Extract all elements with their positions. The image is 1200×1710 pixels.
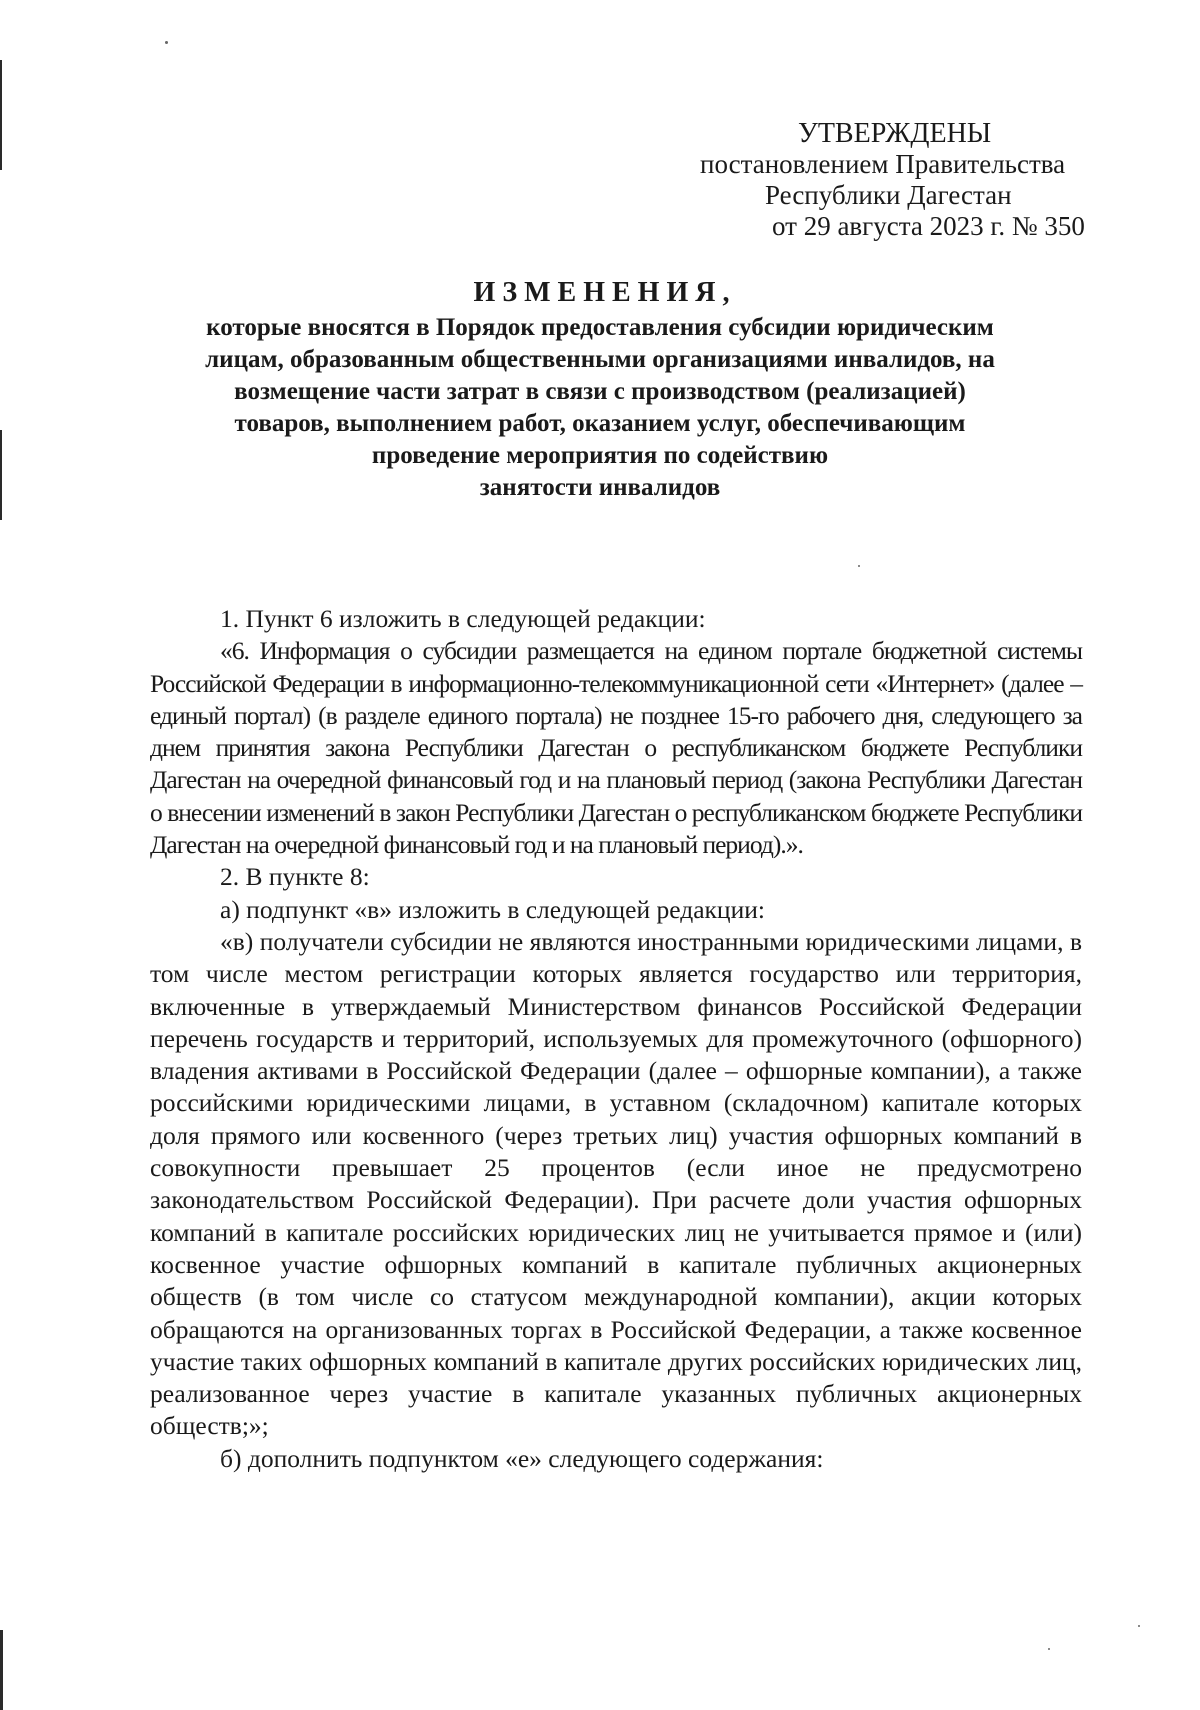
paragraph-item-6-text: «6. Информация о субсидии размещается на едином портале бюджетной системы Российской Федерации в информационно-телекоммуникационной сети «Интернет» (далее – единый портал) (в разделе единого портала) не позднее 15-го рабочего дня, следующего за днем принятия закона Республики Дагестан о республиканском бюджете Республики Дагестан на очередной финансовый год и на плановый период (закона Республики Дагестан о внесении изменений в закон Республики Дагестан о республиканском бюджете Республики Дагестан на очередной финансовый год и на плановый период).».: [150, 636, 1082, 860]
subtitle-line: товаров, выполнением работ, оказанием услуг, обеспечивающим: [234, 410, 966, 437]
approval-date-number: от 29 августа 2023 г. № 350: [772, 211, 1085, 241]
subtitle-line: проведение мероприятия по содействию: [371, 442, 829, 469]
approval-title: УТВЕРЖДЕНЫ: [798, 118, 992, 149]
subtitle-line: занятости инвалидов: [479, 474, 721, 501]
scan-speck: [1138, 1625, 1140, 1627]
paragraph-subitem-v-text: «в) получатели субсидии не являются иностранными юридическими лицами, в том числе местом регистрации которых является государство или территория, включенные в утверждаемый Министерством финансов Российской Федерации перечень государств и территорий, используемых для промежуточного (офшорного) владения активами в Российской Федерации (далее – офшорные компании), а также российскими юридическими лицами, в уставном (складочном) капитале которых доля прямого или косвенного (через третьих лиц) участия офшорных компаний в совокупности превышает 25 процентов (если иное не предусмотрено законодательством Российской Федерации). При расчете доли участия офшорных компаний в капитале российских юридических лиц не учитывается прямое и (или) косвенное участие офшорных компаний в капитале публичных акционерных обществ (в том числе со статусом международной компании), акции которых обращаются на организованных торгах в Российской Федерации, а также косвенное участие таких офшорных компаний в капитале других российских юридических лиц, реализованное через участие в капитале указанных публичных акционерных обществ;»;: [150, 926, 1082, 1441]
document-title: ИЗМЕНЕНИЯ,: [473, 277, 737, 308]
scan-speck: [858, 565, 860, 567]
scan-edge-mark: [0, 430, 2, 520]
paragraph-subitem-a: а) подпункт «в» изложить в следующей редакции:: [220, 894, 765, 924]
approval-stamp: [700, 118, 1120, 242]
document-heading: [120, 276, 1080, 504]
approval-decree: постановлением Правительства: [700, 149, 1066, 179]
paragraph-item-2: 2. В пункте 8:: [220, 862, 370, 892]
document-subtitle: [120, 312, 1080, 504]
paragraph-subitem-b: б) дополнить подпунктом «е» следующего содержания:: [220, 1443, 824, 1473]
subtitle-line: которые вносятся в Порядок предоставления субсидии юридическим: [206, 314, 994, 341]
document-body: [150, 603, 1082, 1475]
scan-speck: [165, 41, 168, 44]
scan-edge-mark: [0, 1630, 3, 1710]
scan-edge-mark: [0, 60, 2, 170]
subtitle-line: лицам, образованным общественными организациями инвалидов, на: [205, 346, 995, 373]
approval-republic: Республики Дагестан: [765, 180, 1012, 210]
scan-speck: [1048, 1648, 1050, 1650]
subtitle-line: возмещение части затрат в связи с производством (реализацией): [234, 378, 966, 405]
paragraph-item-1: 1. Пункт 6 изложить в следующей редакции:: [220, 604, 706, 633]
